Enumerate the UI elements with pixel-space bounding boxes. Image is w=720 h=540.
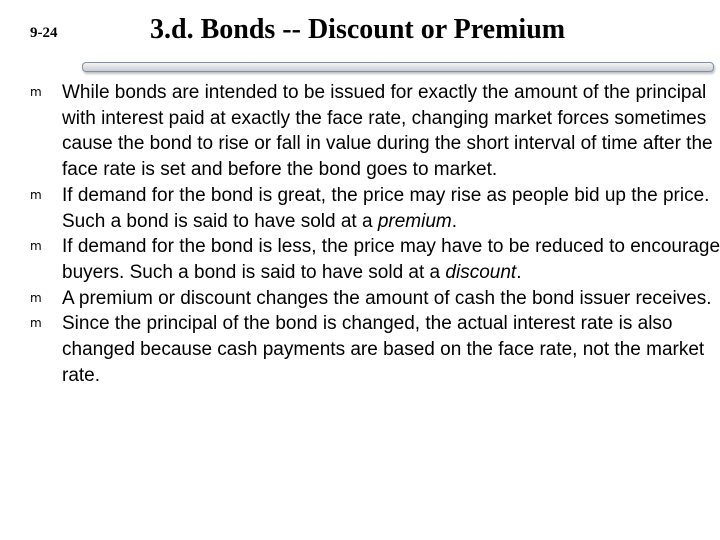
bullet-text: If demand for the bond is less, the price may have to be reduced to encourage buyers. Such a bond is said to have sold at a discount. [62,236,720,283]
emphasis-premium: premium [377,210,452,232]
bullet-item [30,286,720,312]
bullet-text: If demand for the bond is great, the price may rise as people bid up the price. Such a bond is said to have sold at a premium. [62,184,710,232]
bullet-item [30,234,720,285]
bullet-list [30,80,720,388]
bullet-item [30,80,720,183]
bullet-icon: m [30,290,42,305]
bullet-icon: m [30,239,42,254]
bullet-icon: m [30,316,42,331]
bullet-item [30,183,720,234]
bullet-text: A premium or discount changes the amount of cash the bond issuer receives. [62,287,712,309]
bullet-icon: m [30,85,42,99]
bullet-text: While bonds are intended to be issued for exactly the amount of the principal with interest paid at exactly the face rate, changing market forces sometimes cause the bond to rise or fall in value during the short interval of time after the face rate is set and before the bond goes to market. [62,82,713,181]
bullet-icon: m [30,187,42,202]
slide-title: 3.d. Bonds -- Discount or Premium [150,14,566,45]
slide-number: 9-24 [30,25,58,41]
emphasis-discount: discount [445,261,517,283]
bullet-text: Since the principal of the bond is changed, the actual interest rate is also changed because cash payments are based on the face rate, not the market rate. [62,313,705,386]
title-divider [82,62,714,72]
bullet-item [30,311,720,388]
